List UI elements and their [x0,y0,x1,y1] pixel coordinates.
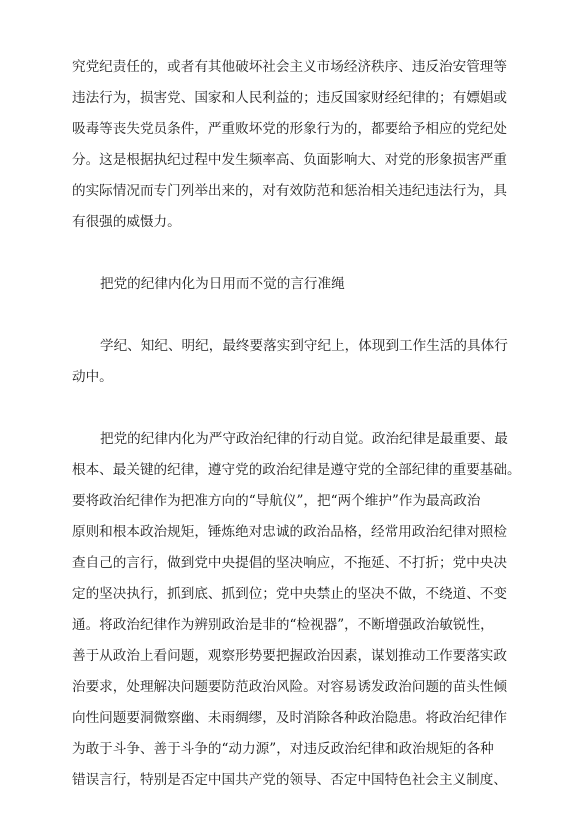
text-line: 有很强的威慑力。 [72,214,181,230]
text-line: 分。这是根据执纪过程中发生频率高、负面影响大、对党的形象损害严重 [72,152,507,168]
text-line: 善于从政治上看问题，观察形势要把握政治因素，谋划推动工作要落实政 [72,648,507,664]
text-line: 违法行为，损害党、国家和人民利益的；违反国家财经纪律的；有嫖娼或 [72,90,507,106]
text-line: 为敢于斗争、善于斗争的“动力源”，对违反政治纪律和政治规矩的各种 [72,741,494,757]
text-line: 的实际情况而专门列举出来的，对有效防范和惩治相关违纪违法行为，具 [72,183,507,199]
text-line: 错误言行，特别是否定中国共产党的领导、否定中国特色社会主义制度、 [72,772,507,788]
text-line: 向性问题要洞微察幽、未雨绸缪，及时消除各种政治隐患。将政治纪律作 [72,710,507,726]
text-line: 查自己的言行，做到党中央提倡的坚决响应，不拖延、不打折；党中央决 [72,555,507,571]
paragraph-gap [72,238,518,269]
text-line: 吸毒等丧失党员条件，严重败坏党的形象行为的，都要给予相应的党纪处 [72,121,507,137]
text-line: 定的坚决执行，抓到底、抓到位；党中央禁止的坚决不做，不绕道、不变 [72,586,507,602]
heading-text: 把党的纪律内化为日用而不觉的言行准绳 [100,276,345,292]
section-heading [72,269,518,300]
text-line: 要将政治纪律作为把准方向的“导航仪”，把“两个维护”作为最高政治 [72,493,481,509]
paragraph-gap [72,393,518,424]
paragraph-3 [72,424,521,796]
paragraph-gap [72,300,518,331]
text-line: 根本、最关键的纪律，遵守党的政治纪律是遵守党的全部纪律的重要基础。 [72,462,521,478]
text-line: 学纪、知纪、明纪，最终要落实到守纪上，体现到工作生活的具体行 [100,338,508,354]
text-line: 把党的纪律内化为严守政治纪律的行动自觉。政治纪律是最重要、最 [100,431,508,447]
text-line: 究党纪责任的，或者有其他破坏社会主义市场经济秩序、违反治安管理等 [72,59,507,75]
text-line: 治要求，处理解决问题要防范政治风险。对容易诱发政治问题的苗头性倾 [72,679,507,695]
text-line: 动中。 [72,369,113,385]
paragraph-1 [72,52,518,238]
text-line: 原则和根本政治规矩，锤炼绝对忠诚的政治品格，经常用政治纪律对照检 [72,524,507,540]
paragraph-2 [72,331,518,393]
text-line: 通。将政治纪律作为辨别政治是非的“检视器”，不断增强政治敏锐性， [72,617,494,633]
document-page [72,52,521,796]
